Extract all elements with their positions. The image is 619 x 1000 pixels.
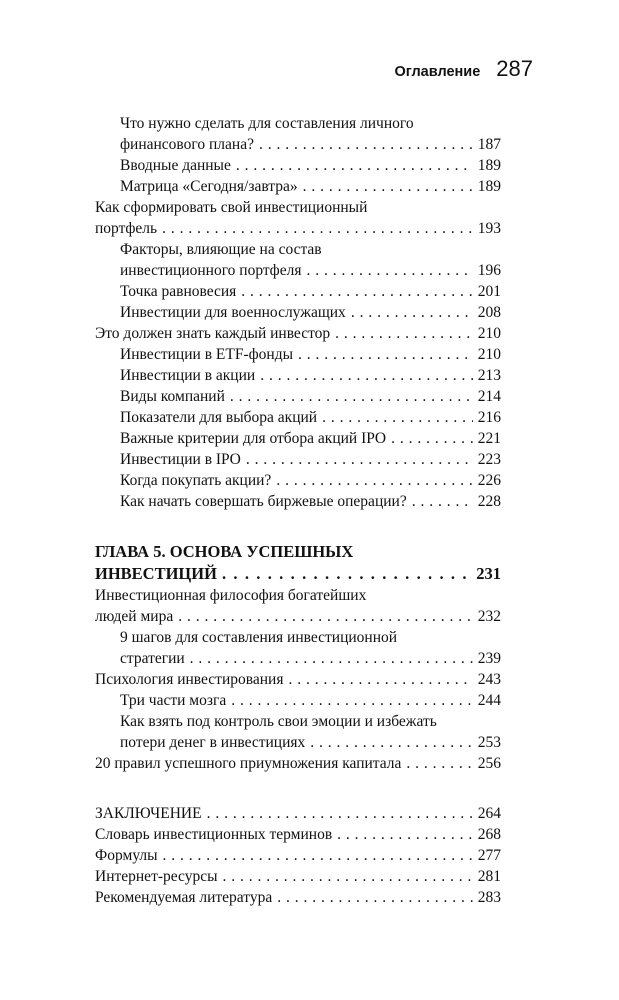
toc-entry-title: 20 правил успешного приумножения капитала (95, 755, 402, 772)
dot-leader (260, 365, 473, 386)
toc-entry-title-line: портфель (95, 220, 158, 237)
toc-entry[interactable] (95, 155, 501, 176)
toc-entry[interactable] (95, 690, 501, 711)
toc-entry[interactable] (95, 711, 501, 753)
toc-page-number: 196 (477, 262, 501, 279)
toc-entry[interactable] (95, 281, 501, 302)
toc-entry[interactable] (95, 627, 501, 669)
page-number: 287 (496, 56, 533, 81)
toc-entry[interactable] (95, 449, 501, 470)
toc-entry-title-line: людей мира (95, 608, 174, 625)
toc-entry-title: Когда покупать акции? (120, 472, 272, 489)
toc-entry-title: Психология инвестирования (95, 671, 284, 688)
toc-entry-title-line: Как сформировать свой инвестиционный (95, 199, 368, 216)
dot-leader (303, 176, 473, 197)
toc-entry[interactable] (95, 365, 501, 386)
toc-entry-title: Инвестиции в ETF-фонды (120, 346, 293, 363)
dot-leader (391, 428, 473, 449)
toc-entry[interactable] (95, 407, 501, 428)
toc-page-number: 256 (477, 755, 501, 772)
dot-leader (236, 155, 473, 176)
toc-entry-title-line: Что нужно сделать для составления личного (120, 115, 414, 132)
toc-entry-title: Инвестиции для военнослужащих (120, 304, 346, 321)
toc-entry-title: Инвестиции в акции (120, 367, 256, 384)
toc-entry-title: Точка равновесия (120, 283, 237, 300)
toc-entry[interactable] (95, 386, 501, 407)
dot-leader (230, 386, 473, 407)
toc-entry-title: Три части мозга (120, 692, 227, 709)
dot-leader (298, 344, 473, 365)
toc-page-number: 244 (477, 692, 501, 709)
toc-page-number: 228 (477, 493, 501, 510)
dot-leader (246, 449, 473, 470)
dot-leader (231, 690, 473, 711)
toc-page-number: 189 (477, 157, 501, 174)
toc-entry-title: ЗАКЛЮЧЕНИЕ (95, 805, 202, 822)
toc-entry-title: Интернет-ресурсы (95, 868, 218, 885)
toc-entry[interactable] (95, 866, 501, 887)
toc-entry[interactable] (95, 887, 501, 908)
toc-entry-title-line: стратегии (120, 650, 185, 667)
toc-entry-title: Инвестиции в IPO (120, 451, 241, 468)
dot-leader (310, 732, 472, 753)
dot-leader (162, 218, 473, 239)
toc-entry-title: Показатели для выбора акций (120, 409, 318, 426)
dot-leader (277, 887, 473, 908)
toc-entry-title-line: Инвестиционная философия богатейших (95, 587, 367, 604)
chapter-title-line: ИНВЕСТИЦИЙ (95, 564, 217, 583)
toc-chapter-entry[interactable] (95, 541, 501, 585)
toc-page-number: 239 (477, 650, 501, 667)
toc-entry[interactable] (95, 197, 501, 239)
toc-page-number: 223 (477, 451, 501, 468)
dot-leader (223, 866, 473, 887)
toc-page-number: 221 (477, 430, 501, 447)
toc-page-number: 226 (477, 472, 501, 489)
toc-entry[interactable] (95, 302, 501, 323)
toc-entry-title-line: потери денег в инвестициях (120, 734, 306, 751)
toc-entry[interactable] (95, 323, 501, 344)
toc-entry-title-line: 9 шагов для составления инвестиционной (120, 629, 398, 646)
toc-page-number: 253 (477, 734, 501, 751)
toc-entry[interactable] (95, 669, 501, 690)
dot-leader (163, 845, 473, 866)
dot-leader (178, 606, 473, 627)
toc-entry[interactable] (95, 428, 501, 449)
toc-entry-title: Формулы (95, 847, 158, 864)
dot-leader (335, 323, 473, 344)
section-gap (95, 774, 501, 803)
toc-entry-title: Вводные данные (120, 157, 231, 174)
dot-leader (288, 669, 472, 690)
dot-leader (406, 753, 472, 774)
toc-page-number: 189 (477, 178, 501, 195)
toc-page-number: 231 (476, 564, 501, 583)
toc-entry[interactable] (95, 113, 501, 155)
toc-entry-title: Матрица «Сегодня/завтра» (120, 178, 298, 195)
dot-leader (259, 134, 473, 155)
toc-entry-title: Это должен знать каждый инвестор (95, 325, 331, 342)
toc-entry-title-line: финансового плана? (120, 136, 254, 153)
toc-entry[interactable] (95, 239, 501, 281)
toc-page-number: 214 (477, 388, 501, 405)
toc-page-number: 216 (477, 409, 501, 426)
toc-entry-title-line: Как взять под контроль свои эмоции и избежать (120, 713, 437, 730)
dot-leader (412, 491, 473, 512)
toc-entry[interactable] (95, 344, 501, 365)
toc-entry[interactable] (95, 470, 501, 491)
toc-page-number: 210 (477, 325, 501, 342)
toc-entry[interactable] (95, 176, 501, 197)
dot-leader (351, 302, 473, 323)
toc-page-number: 208 (477, 304, 501, 321)
toc-page-number: 193 (477, 220, 501, 237)
section-gap (95, 512, 501, 541)
dot-leader (276, 470, 472, 491)
toc-page-number: 268 (477, 826, 501, 843)
dot-leader (306, 260, 472, 281)
toc-entry[interactable] (95, 803, 501, 824)
toc-page-number: 277 (477, 847, 501, 864)
toc-entry-title-line: инвестиционного портфеля (120, 262, 302, 279)
dot-leader (207, 803, 473, 824)
toc-page-number: 264 (477, 805, 501, 822)
toc-page-number: 283 (477, 889, 501, 906)
toc-page-number: 187 (477, 136, 501, 153)
chapter-title-line: ГЛАВА 5. ОСНОВА УСПЕШНЫХ (95, 542, 354, 561)
running-head (395, 56, 534, 82)
toc-entry[interactable] (95, 753, 501, 774)
toc-page-number: 201 (477, 283, 501, 300)
toc-page-number: 232 (477, 608, 501, 625)
dot-leader (241, 281, 472, 302)
toc-entry[interactable] (95, 491, 501, 512)
dot-leader (190, 648, 473, 669)
toc-entry-title-line: Факторы, влияющие на состав (120, 241, 322, 258)
toc-entry[interactable] (95, 824, 501, 845)
toc-entry-title: Как начать совершать биржевые операции? (120, 493, 407, 510)
toc-page-number: 281 (477, 868, 501, 885)
toc-entry[interactable] (95, 845, 501, 866)
toc-entry[interactable] (95, 585, 501, 627)
dot-leader (222, 563, 471, 585)
toc-page-number: 210 (477, 346, 501, 363)
toc-page-number: 213 (477, 367, 501, 384)
table-of-contents (95, 113, 501, 908)
dot-leader (322, 407, 473, 428)
toc-entry-title: Рекомендуемая литература (95, 889, 273, 906)
toc-entry-title: Виды компаний (120, 388, 225, 405)
toc-page-number: 243 (477, 671, 501, 688)
running-head-title: Оглавление (394, 64, 481, 80)
toc-entry-title: Важные критерии для отбора акций IPO (120, 430, 387, 447)
toc-entry-title: Словарь инвестиционных терминов (95, 826, 333, 843)
dot-leader (337, 824, 473, 845)
